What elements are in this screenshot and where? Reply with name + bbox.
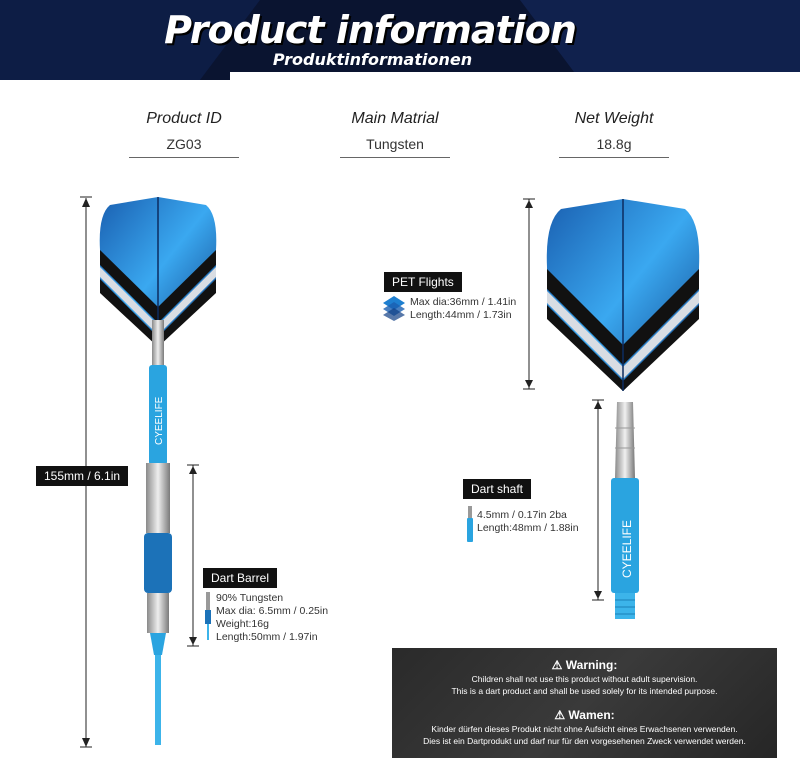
barrel-weight: Weight:16g xyxy=(216,618,269,630)
spec-value: ZG03 xyxy=(129,136,239,158)
spec-main-material xyxy=(315,110,475,158)
flights-info xyxy=(410,296,516,322)
shaft-tag: Dart shaft xyxy=(463,479,531,499)
shaft-length-dimension xyxy=(591,398,605,602)
warning-text-en-2: This is a dart product and shall be used solely for its intended purpose. xyxy=(451,686,718,696)
spec-label: Product ID xyxy=(146,110,222,127)
header-banner xyxy=(0,0,800,80)
shaft-length: Length:48mm / 1.88in xyxy=(477,522,579,534)
flights-tag: PET Flights xyxy=(384,272,462,292)
warning-text-de-2: Dies ist ein Dartprodukt und darf nur für den vorgesehenen Zweck verwendet werden. xyxy=(423,736,746,746)
spec-net-weight xyxy=(534,110,694,158)
warning-title-en: ⚠ Warning: xyxy=(551,658,618,672)
barrel-tag: Dart Barrel xyxy=(203,568,277,588)
warning-title-de: ⚠ Wamen: xyxy=(554,708,615,722)
flight-image xyxy=(543,197,703,393)
shaft-brand: CYEELIFE xyxy=(620,519,634,578)
barrel-info xyxy=(216,592,328,644)
warning-text-en-1: Children shall not use this product without adult supervision. xyxy=(471,674,698,684)
spec-label: Net Weight xyxy=(574,110,654,127)
page-subtitle: Produktinformationen xyxy=(272,50,473,69)
flight-stack-icon xyxy=(381,294,407,322)
spec-label: Main Matrial xyxy=(351,110,439,127)
spec-value: 18.8g xyxy=(559,136,669,158)
shaft-image xyxy=(605,398,645,623)
flights-diameter: Max dia:36mm / 1.41in xyxy=(410,296,517,308)
svg-text:CYEELIFE: CYEELIFE xyxy=(154,396,165,445)
shaft-thumbnail-icon xyxy=(466,506,474,544)
barrel-material: 90% Tungsten xyxy=(216,592,284,604)
total-length-label: 155mm / 6.1in xyxy=(36,466,128,486)
flights-length: Length:44mm / 1.73in xyxy=(410,309,512,321)
page-title: Product information xyxy=(164,8,576,52)
barrel-length: Length:50mm / 1.97in xyxy=(216,631,318,643)
spec-product-id xyxy=(104,110,264,158)
barrel-length-dimension xyxy=(186,463,200,648)
warning-box xyxy=(392,648,777,758)
flight-length-dimension xyxy=(522,197,536,391)
barrel-thumbnail-icon xyxy=(203,592,213,642)
full-dart-image xyxy=(90,195,230,750)
shaft-thread: 4.5mm / 0.17in 2ba xyxy=(477,509,567,521)
barrel-diameter: Max dia: 6.5mm / 0.25in xyxy=(216,605,329,617)
shaft-info xyxy=(477,509,579,535)
spec-value: Tungsten xyxy=(340,136,450,158)
warning-text-de-1: Kinder dürfen dieses Produkt nicht ohne Aufsicht eines Erwachsenen verwenden. xyxy=(431,724,738,734)
